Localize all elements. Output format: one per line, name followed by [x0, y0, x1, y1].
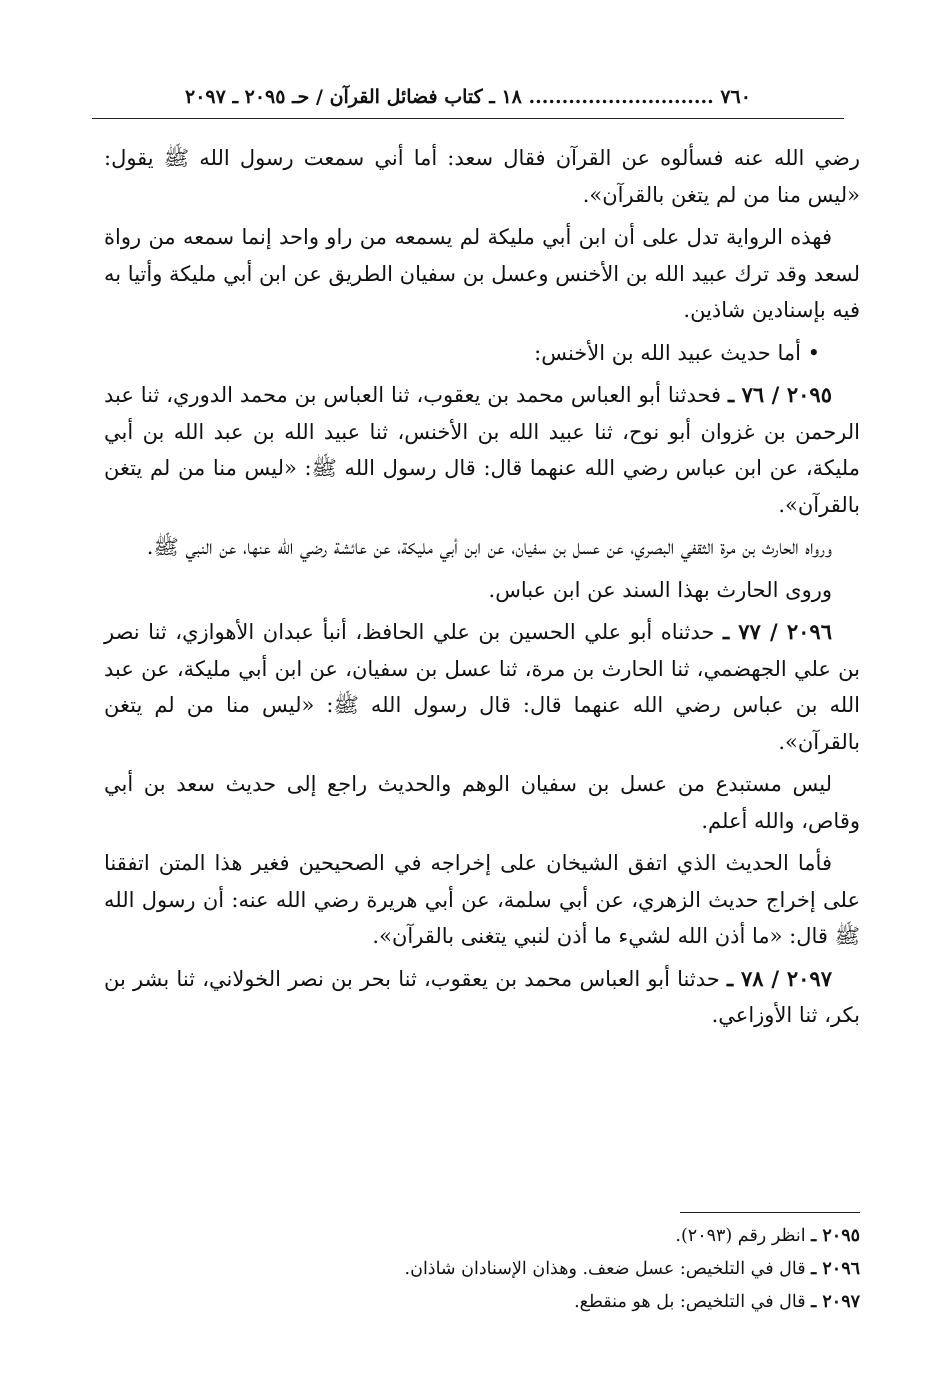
footnotes	[104, 1220, 860, 1319]
paragraph: وروى الحارث بهذا السند عن ابن عباس.	[488, 577, 832, 602]
paragraph: فأما الحديث الذي اتفق الشيخان على إخراجه في الصحيحين فغير هذا المتن اتفقنا على إخراج حديث الزهري، عن أبي سلمة، عن أبي هريرة رضي الله عنه: أن رسول الله ﷺ قال: «ما أذن الله لشيء ما أذن لنبي يتغنى بالقرآن».	[104, 851, 860, 948]
paragraph: ورواه الحارث بن مرة الثقفي البصري، عن عسل بن سفيان، عن ابن أبي مليكة، عن عائشة رضي الله عنها، عن النبي ﷺ.	[146, 535, 832, 559]
hadith-number: ٢٠٩٥ / ٧٦ ـ	[727, 382, 832, 407]
running-header: ٧٦٠ ............................ ١٨ ـ كتاب فضائل القرآن / حـ ٢٠٩٥ ـ ٢٠٩٧	[185, 86, 751, 108]
paragraph: فهذه الرواية تدل على أن ابن أبي مليكة لم يسمعه من راو واحد إنما سمعه من رواة لسعد وقد ترك عبيد الله بن الأخنس وعسل بن سفيان الطريق عن ابن أبي مليكة وأتيا به فيه بإسنادين شاذين.	[104, 225, 860, 322]
hadith-paragraph: ٢٠٩٦ / ٧٧ ـ حدثناه أبو علي الحسين بن علي الحافظ، أنبأ عبدان الأهوازي، ثنا نصر بن علي الجهضمي، ثنا الحارث بن مرة، ثنا عسل بن سفيان، عن ابن أبي مليكة، عن عبد الله بن عباس رضي الله عنهما قال: قال رسول الله ﷺ: «ليس منا من لم يتغن بالقرآن».	[104, 619, 860, 754]
footnote: ٢٠٩٦ ـ قال في التلخيص: عسل ضعف. وهذان الإسنادان شاذان.	[404, 1259, 860, 1279]
hadith-paragraph: ٢٠٩٧ / ٧٨ ـ حدثنا أبو العباس محمد بن يعقوب، ثنا بحر بن نصر الخولاني، ثنا بشر بن بكر، ثنا الأوزاعي.	[104, 965, 860, 1027]
footnote: ٢٠٩٧ ـ قال في التلخيص: بل هو منقطع.	[574, 1292, 860, 1312]
hadith-number: ٢٠٩٦ / ٧٧ ـ	[722, 619, 832, 644]
footnote-rule	[680, 1212, 860, 1213]
paragraph: رضي الله عنه فسألوه عن القرآن فقال سعد: أما أني سمعت رسول الله ﷺ يقول: «ليس منا من لم يتغن بالقرآن».	[104, 146, 860, 207]
section-heading: • أما حديث عبيد الله بن الأخنس:	[534, 340, 820, 365]
paragraph: ليس مستبدع من عسل بن سفيان الوهم والحديث راجع إلى حديث سعد بن أبي وقاص، والله أعلم.	[104, 772, 860, 833]
footnote: ٢٠٩٥ ـ انظر رقم (٢٠٩٣).	[675, 1226, 860, 1246]
hadith-number: ٢٠٩٧ / ٧٨ ـ	[726, 965, 832, 991]
main-text	[104, 140, 860, 1040]
header-rule	[92, 118, 844, 119]
hadith-paragraph: ٢٠٩٥ / ٧٦ ـ فحدثنا أبو العباس محمد بن يعقوب، ثنا العباس بن محمد الدوري، ثنا عبد الرحمن بن غزوان أبو نوح، ثنا عبيد الله بن الأخنس، ثنا عبيد الله بن عبد الله بن أبي مليكة، عن ابن عباس رضي الله عنهما قال: قال رسول الله ﷺ: «ليس منا من لم يتغن بالقرآن».	[104, 382, 860, 517]
